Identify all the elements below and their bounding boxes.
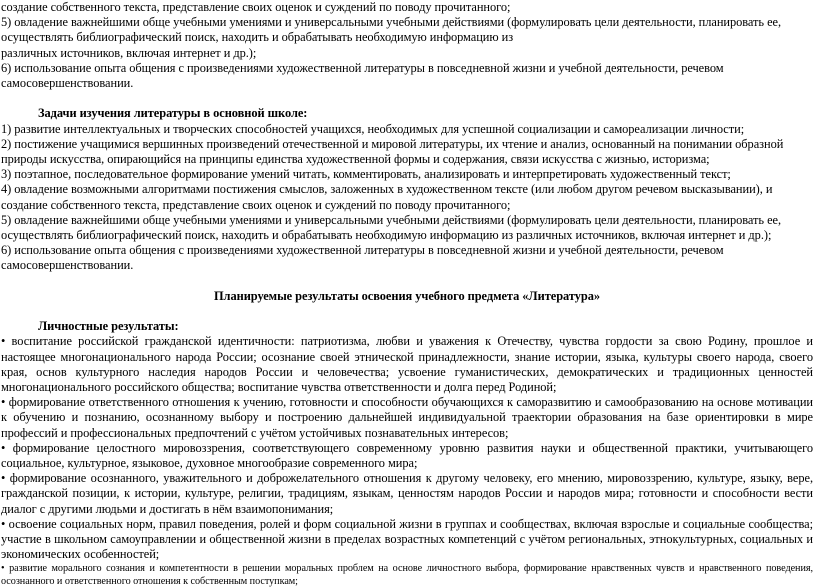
personal-result-item-small: • развитие морального сознания и компетентности в решении моральных проблем на основе личностного выбора, формирование нравственных чувств и нравственного поведения, осознанного и ответственного отношения к собственным поступкам; — [1, 563, 813, 588]
results-heading: Планируемые результаты освоения учебного предмета «Литература» — [213, 288, 601, 303]
task-item: 5) овладение важнейшими обще учебными умениями и универсальными учебными действиями (формулировать цели деятельности, планировать ее, осуществлять библиографический поиск, находить и обрабатывать необходимую информацию из различных источников, включая интернет и др.); — [1, 212, 782, 243]
personal-result-item: • формирование целостного мировоззрения, соответствующего современному уровню развития науки и общественной практики, учитывающего социальное, культурное, языковое, духовное многообразие современного мира; — [1, 440, 813, 471]
personal-result-item: • воспитание российской гражданской идентичности: патриотизма, любви и уважения к Отечеству, чувства гордости за свою Родину, прошлое и настоящее многонационального народа России; осознание своей этнической принадлежности, знание истории, языка, культуры своего народа, своего края, основ культурного наследия народов России и человечества; усвоение гуманистических, демократических и традиционных ценностей многонационального российского общества; воспитание чувства ответственности и долга перед Родиной; — [1, 334, 813, 395]
task-item: 6) использование опыта общения с произведениями художественной литературы в повседневной жизни и учебной деятельности, речевом самосовершенствовании. — [1, 243, 724, 273]
spacer — [1, 304, 813, 319]
text-line: создание собственного текста, представление своих оценок и суждений по поводу прочитанного; — [1, 0, 511, 14]
task-item: 4) овладение возможными алгоритмами постижения смыслов, заложенных в художественном тексте (или любом другом речевом высказывании), и создание собственного текста, представление своих оценок и суждений по поводу прочитанного; — [1, 182, 773, 212]
tasks-heading: Задачи изучения литературы в основной школе: — [38, 106, 308, 121]
spacer — [1, 91, 813, 106]
text-line: осуществлять библиографический поиск, находить и обрабатывать необходимую информацию из — [1, 30, 514, 45]
spacer — [1, 274, 813, 289]
personal-result-item: • освоение социальных норм, правил поведения, ролей и форм социальной жизни в группах и сообществах, включая взрослые и социальные сообщества; участие в школьном самоуправлении и общественной жизни в пределах возрастных компетенций с учётом региональных, этнокультурных, социальных и экономических особенностей; — [1, 516, 813, 562]
personal-results-heading: Личностные результаты: — [38, 319, 179, 334]
text-line: самосовершенствовании. — [1, 76, 134, 91]
text-line: 6) использование опыта общения с произведениями художественной литературы в повседневной жизни и учебной деятельности, речевом — [1, 60, 724, 75]
personal-result-item: • формирование осознанного, уважительного и доброжелательного отношения к другому человеку, его мнению, мировоззрению, культуре, языку, вере, гражданской позиции, к истории, культуре, религии, традициям, языкам, ценностям народов России и народов мира; готовности и способности вести диалог с другими людьми и достигать в нём взаимопонимания; — [1, 471, 813, 516]
personal-result-item: • формирование ответственного отношения к учению, готовности и способности обучающихся к саморазвитию и самообразованию на основе мотивации к обучению и познанию, осознанному выбору и построению дальнейшей индивидуальной траектории образования на базе ориентировки в мире профессий и профессиональных предпочтений с учётом устойчивых познавательных интересов; — [1, 395, 813, 440]
text-line: различных источников, включая интернет и др.); — [1, 45, 257, 60]
task-item: 1) развитие интеллектуальных и творческих способностей учащихся, необходимых для успешной социализации и самореализации личности; — [1, 121, 745, 136]
task-item: 3) поэтапное, последовательное формирование умений читать, комментировать, анализировать и интерпретировать художественный текст; — [1, 167, 731, 182]
task-item: 2) постижение учащимися вершинных произведений отечественной и мировой литературы, их чтение и анализ, основанный на понимании образной природы искусства, опирающийся на принципы единства художественной формы и содержания, связи искусства с жизнью, историзма; — [1, 136, 784, 167]
text-line: 5) овладение важнейшими обще учебными умениями и универсальными учебными действиями (формулировать цели деятельности, планировать ее, — [1, 15, 782, 30]
